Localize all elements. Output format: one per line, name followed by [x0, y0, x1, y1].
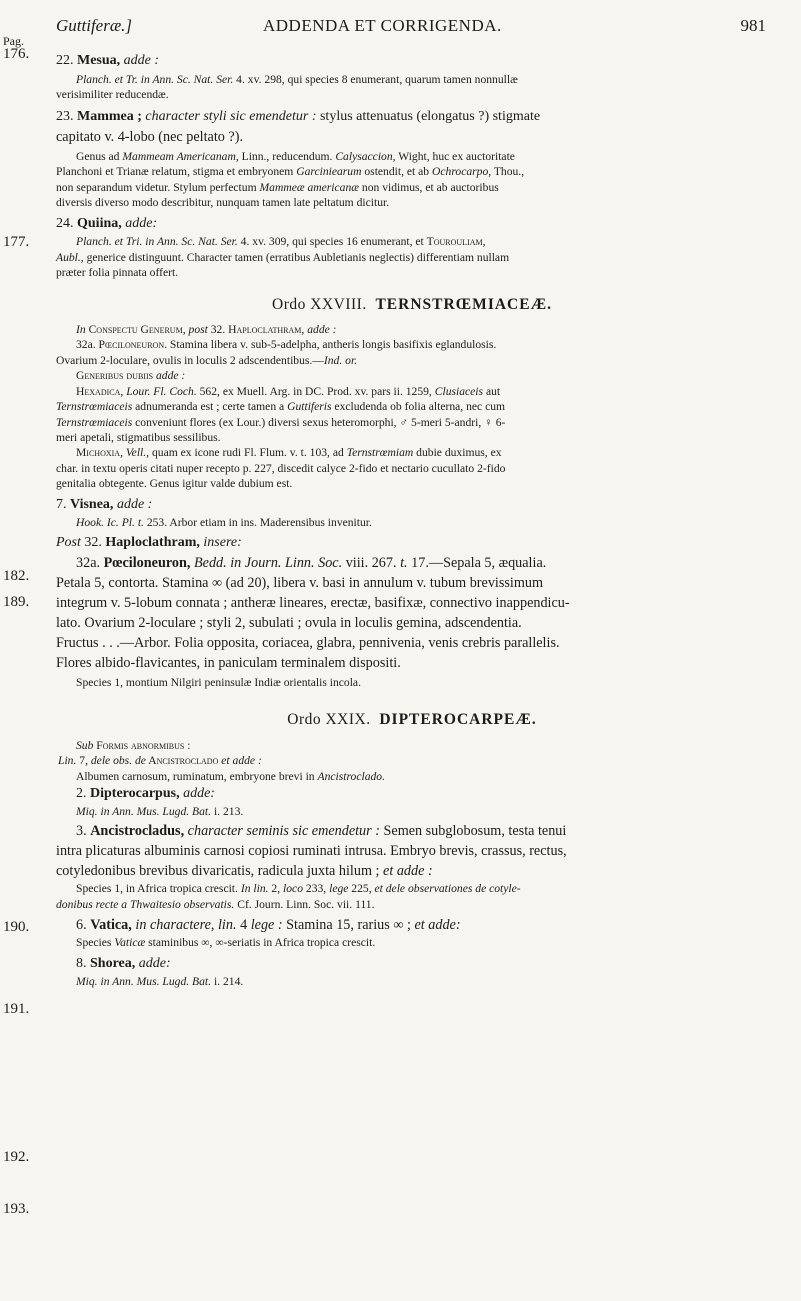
entry-ancistrocladus-text: intra plicaturas albuminis carnosi copiosi ruminati intrusa. Embryo brevis, crassus, rectus,	[56, 843, 567, 860]
entry-mammea-note: Planchoni et Trianæ relatum, stigma et embryonem Garciniearum ostendit, et ab Ochrocarpo, Thou.,	[56, 165, 525, 179]
genus-name: Quiina,	[77, 216, 122, 232]
hexadica-text: Ternstrœmiaceis adnumeranda est ; certe tamen a Guttiferis excludenda ob folia alterna, nec cum	[56, 400, 506, 414]
order-name: DIPTEROCARPEÆ.	[379, 711, 537, 729]
entry-visnea-text: Hook. Ic. Pl. t. 253. Arbor etiam in ins. Maderensibus invenitur.	[76, 515, 372, 529]
genus-name: Visnea,	[70, 496, 114, 512]
entry-quiina-text: Planch. et Tri. in Ann. Sc. Nat. Ser. 4. xv. 309, qui species 16 enumerant, et Touroulıam,	[76, 235, 486, 249]
entry-visnea-heading: 7. Visnea, adde :	[56, 496, 153, 512]
entry-poeciloneuron-text: 32a. Pœciloneuron, Bedd. in Journ. Linn. Soc. viii. 267. t. 17.—Sepala 5, æqualia.	[76, 554, 547, 571]
margin-page-ref: 177.	[3, 234, 30, 250]
page-body	[56, 54, 768, 989]
formae-abnormes-heading: Sub Formis abnormibus :	[76, 738, 191, 752]
entry-ancistrocladus-text: Species 1, in Africa tropica crescit. In lin. 2, loco 233, lege 225, et dele observationes de cotyle-	[76, 882, 521, 896]
entry-ancistrocladus-text: cotyledonibus brevibus divaricatis, radicula juxta hilum ; et adde :	[56, 863, 433, 880]
entry-quiina-text: Aubl., generice distinguunt. Character tamen (erratibus Aubletianis neglectis) differentiam nullam	[56, 250, 510, 264]
entry-ancistrocladus-text: donibus recte a Thwaitesio observatis. Cf. Journ. Linn. Soc. vii. 111.	[56, 897, 375, 911]
entry-poeciloneuron-text: lato. Ovarium 2-loculare ; styli 2, subulati ; ovula in loculis gemina, adscendentia.	[56, 614, 522, 631]
genus-name: Mammea ;	[77, 108, 142, 124]
entry-dipterocarpus-heading: 2. Dipterocarpus, adde:	[76, 785, 215, 801]
genus-name: Ancistrocladus,	[90, 823, 185, 840]
entry-quiina-heading: 24. Quiina, adde:	[56, 216, 158, 232]
header-title: ADDENDA ET CORRIGENDA.	[263, 16, 502, 35]
genus-name: Shorea,	[90, 955, 136, 971]
entry-vatica-text: Species Vaticæ staminibus ∞, ∞-seriatis in Africa tropica crescit.	[76, 936, 376, 950]
running-header	[56, 16, 766, 38]
margin-page-ref: 176.	[3, 46, 30, 62]
order-heading: Ordo XXIX. DIPTEROCARPEÆ.	[287, 711, 537, 729]
hexadica-text: meri apetali, stigmatibus sessilibus.	[56, 430, 221, 444]
entry-mammea-note: Genus ad Mammeam Americanam, Linn., reducendum. Calysaccion, Wight, huc ex auctoritate	[76, 149, 515, 163]
order-name: TERNSTRŒMIACEÆ.	[375, 295, 552, 313]
entry-quiina-text: præter folia pinnata offert.	[56, 266, 179, 280]
entry-vatica-heading: 6. Vatica, in charactere, lin. 4 lege : Stamina 15, rarius ∞ ; et adde:	[76, 917, 461, 934]
ancistroclado-note: Albumen carnosum, ruminatum, embryone brevi in Ancistroclado.	[76, 769, 385, 783]
genus-name: Dipterocarpus,	[90, 785, 180, 801]
entry-shorea-heading: 8. Shorea, adde:	[76, 955, 171, 971]
hexadica-text: Hexadica, Lour. Fl. Coch. 562, ex Muell. Arg. in DC. Prod. xv. pars ii. 1259, Clusiaceis aut	[76, 384, 501, 398]
genus-name: Mesua,	[77, 53, 121, 68]
conspectus-text: Ovarium 2-loculare, ovulis in loculis 2 adscendentibus.—Ind. or.	[56, 353, 358, 367]
margin-page-ref: 191.	[3, 1001, 30, 1017]
entry-dipterocarpus-text: Miq. in Ann. Mus. Lugd. Bat. i. 213.	[76, 804, 244, 818]
adde-label: adde :	[123, 53, 160, 68]
order-heading: Ordo XXVIII. TERNSTRŒMIACEÆ.	[272, 295, 552, 313]
genera-dubia-heading: Generibus dubiis adde :	[76, 369, 186, 383]
page-number: 981	[740, 16, 766, 35]
entry-mesua-text: Planch. et Tr. in Ann. Sc. Nat. Ser. 4. xv. 298, qui species 8 enumerant, quarum tamen nonnullæ	[76, 73, 518, 86]
entry-shorea-text: Miq. in Ann. Mus. Lugd. Bat. i. 214.	[76, 974, 244, 988]
margin-page-ref: 189.	[3, 594, 30, 610]
entry-ancistrocladus-heading: 3. Ancistrocladus, character seminis sic emendetur : Semen subglobosum, testa tenui	[76, 823, 567, 840]
michoxia-text: genitalia obtegente. Genus igitur valde dubium est.	[56, 477, 293, 491]
entry-poeciloneuron-text: Flores albido-flavicantes, in paniculam terminalem dispositi.	[56, 654, 401, 671]
entry-poeciloneuron-text: integrum v. 5-lobum connata ; antheræ lineares, erectæ, basifixæ, connectivo inappendicu-	[56, 594, 570, 611]
ancistroclado-note: Lin. 7, dele obs. de Ancistroclado et adde :	[58, 754, 262, 768]
genus-name: Vatica,	[90, 917, 132, 934]
conspectus-text: In Conspectu Generum, post 32. Haploclathram, adde :	[76, 323, 337, 337]
entry-poeciloneuron-text: Petala 5, contorta. Stamina ∞ (ad 20), libera v. basi in annulum v. tubum brevissimum	[56, 574, 544, 591]
entry-mammea-note: non separandum videtur. Stylum perfectum Mammeæ americanæ non vidimus, et ab auctoribus	[56, 180, 499, 194]
entry-mammea-text: capitato v. 4-lobo (nec peltato ?).	[56, 128, 243, 145]
entry-mammea-note: diversis diverso modo describitur, nunquam tamen late peltatum dicitur.	[56, 196, 390, 210]
header-section: Guttiferæ.]	[56, 16, 133, 35]
entry-mammea-heading: 23. Mammea ; character styli sic emendetur : stylus attenuatus (elongatus ?) stigmate	[56, 108, 541, 124]
margin-page-ref: 182.	[3, 568, 30, 584]
michoxia-text: Michoxia, Vell., quam ex icone rudi Fl. Flum. v. t. 103, ad Ternstrœmiam dubie duximus, ex	[76, 446, 502, 460]
margin-page-ref: 192.	[3, 1149, 30, 1165]
entry-mesua-text: verisimiliter reducendæ.	[56, 88, 169, 102]
michoxia-text: char. in textu operis citati nuper recepto p. 227, discedit calyce 2-fido et nectario cucullato 2-fido	[56, 461, 506, 475]
entry-poeciloneuron-text: Species 1, montium Nilgiri peninsulæ Indiæ orientalis incola.	[76, 675, 361, 689]
hexadica-text: Ternstrœmiaceis conveniunt flores (ex Lour.) diversi sexus heteromorphi, ♂ 5-meri 5-andri, ♀ 6-	[56, 415, 506, 429]
entry-poeciloneuron-heading: Post 32. Haploclathram, insere:	[56, 534, 242, 550]
margin-page-ref: 190.	[3, 919, 30, 935]
entry-mesua-heading	[56, 51, 768, 71]
entry-poeciloneuron-text: Fructus . . .—Arbor. Folia opposita, coriacea, glabra, pennivenia, venis crebris parallelis.	[56, 634, 560, 651]
genus-name: Haploclathram,	[105, 534, 200, 550]
margin-page-ref: 193.	[3, 1201, 30, 1217]
conspectus-text: 32a. Pœciloneuron. Stamina libera v. sub-5-adelpha, antheris longis basifixis eglandulosis.	[76, 338, 497, 352]
entry-number: 22.	[56, 53, 74, 68]
margin-pag-label: Pag.	[3, 34, 24, 48]
